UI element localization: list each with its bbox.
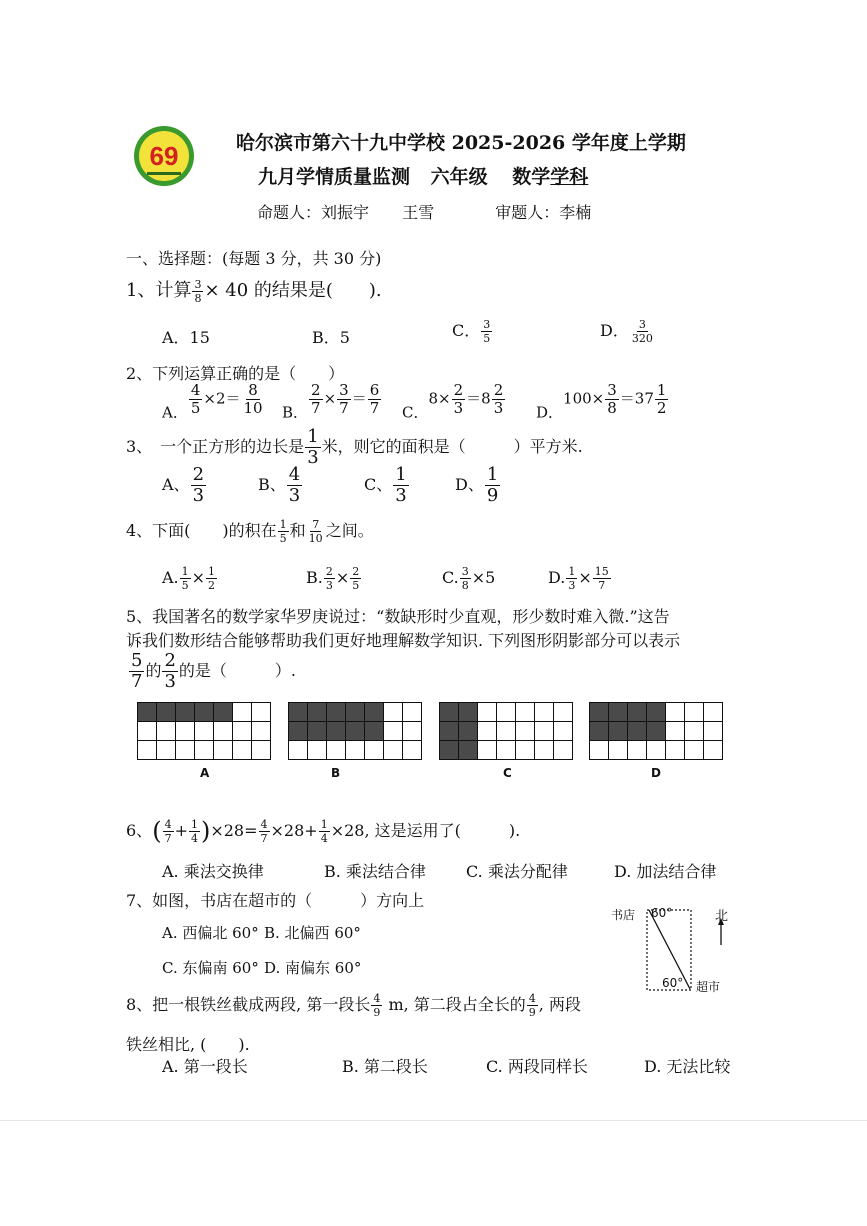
- q4-option-c[interactable]: C. $\frac{3}{8}$ ×5: [442, 565, 496, 592]
- q2-option-c[interactable]: C．8× $\frac{2}{3}$ ＝8 $\frac{2}{3}$: [402, 381, 504, 422]
- q6-option-b[interactable]: B. 乘法结合律: [324, 862, 426, 881]
- grid-cell: [365, 741, 384, 760]
- grid-cell: [233, 703, 252, 722]
- grid-cell-shaded: [308, 722, 327, 741]
- grid-cell: [214, 741, 233, 760]
- grid-cell: [308, 741, 327, 760]
- grid-cell-shaded: [214, 703, 233, 722]
- logo-number: 69: [149, 141, 179, 171]
- q1-option-a[interactable]: A．15: [162, 328, 210, 347]
- q7-fig-angle-top: 60°: [651, 906, 673, 920]
- page-divider: [0, 1120, 867, 1121]
- q6-option-a[interactable]: A. 乘法交换律: [162, 862, 264, 881]
- q2-option-d[interactable]: D．100× $\frac{3}{8}$ ＝37 $\frac{1}{2}$: [536, 381, 667, 422]
- q3-option-d[interactable]: D、 $\frac{1}{9}$: [455, 464, 499, 506]
- grid-cell: [233, 722, 252, 741]
- grid-cell: [554, 722, 573, 741]
- grid-cell: [666, 722, 685, 741]
- grid-cell: [138, 741, 157, 760]
- question-5-line3: $\frac{5}{7}$ 的 $\frac{2}{3}$ 的是（ ）.: [131, 650, 297, 692]
- grid-cell-shaded: [346, 722, 365, 741]
- exam-authors: 命题人：刘振宇 王雪 审题人：李楠: [257, 203, 592, 222]
- q6-option-c[interactable]: C. 乘法分配律: [466, 862, 568, 881]
- grid-cell-shaded: [628, 722, 647, 741]
- grid-cell: [666, 741, 685, 760]
- question-5-line2: 诉我们数形结合能够帮助我们更好地理解数学知识. 下列图形阴影部分可以表示: [126, 631, 681, 650]
- grid-cell: [535, 722, 554, 741]
- grid-cell-shaded: [609, 703, 628, 722]
- q7-fig-north-label: 北: [715, 909, 729, 924]
- question-8-line2: 铁丝相比, ( ).: [126, 1035, 250, 1054]
- q7-fig-shop-label: 书店: [611, 908, 636, 922]
- exam-subtitle: 九月学情质量监测 六年级 数学学科: [258, 166, 589, 188]
- grid-cell: [195, 722, 214, 741]
- grid-cell: [384, 722, 403, 741]
- grid-cell-shaded: [590, 722, 609, 741]
- exam-title: 哈尔滨市第六十九中学校 2025-2026 学年度上学期: [236, 132, 686, 154]
- grid-cell: [403, 741, 422, 760]
- q5-label-d: D: [651, 766, 661, 780]
- grid-cell: [647, 741, 666, 760]
- grid-cell: [157, 722, 176, 741]
- q8-option-d[interactable]: D. 无法比较: [644, 1057, 731, 1076]
- grid-cell: [685, 703, 704, 722]
- grid-cell: [478, 703, 497, 722]
- grid-cell: [478, 741, 497, 760]
- grid-cell: [497, 722, 516, 741]
- question-8-line1: 8、把一根铁丝截成两段, 第一段长 $\frac{4}{9}$ m, 第二段占全长的 $\frac{4}{9}$ , 两段: [126, 992, 581, 1019]
- grid-cell-shaded: [365, 703, 384, 722]
- grid-cell-shaded: [176, 703, 195, 722]
- grid-cell: [384, 741, 403, 760]
- q1-option-c[interactable]: C． $\frac{3}{5}$: [452, 318, 491, 345]
- question-3: 3、 一个正方形的边长是 $\frac{1}{3}$ 米，则它的面积是（ ）平方米.: [126, 426, 583, 468]
- grid-cell: [176, 741, 195, 760]
- grid-cell-shaded: [346, 703, 365, 722]
- q4-option-b[interactable]: B. $\frac{2}{3}$ × $\frac{2}{5}$: [306, 565, 360, 592]
- grid-cell-shaded: [459, 722, 478, 741]
- grid-cell: [327, 741, 346, 760]
- section-title: 一、选择题：(每题 3 分，共 30 分): [126, 249, 382, 268]
- grid-cell-shaded: [647, 722, 666, 741]
- q1-option-b[interactable]: B．5: [312, 328, 350, 347]
- grid-cell-shaded: [365, 722, 384, 741]
- grid-cell: [704, 722, 723, 741]
- question-1: 1、计算 $\frac{3}{8}$ × 40 的结果是( ).: [126, 277, 382, 305]
- question-5-line1: 5、我国著名的数学家华罗庚说过：“数缺形时少直观，形少数时难入微.”这告: [126, 607, 670, 626]
- q8-option-c[interactable]: C. 两段同样长: [486, 1057, 588, 1076]
- grid-cell: [666, 703, 685, 722]
- grid-cell: [704, 741, 723, 760]
- grid-cell: [195, 741, 214, 760]
- question-6: 6、( $\frac{4}{7}$ + $\frac{1}{4}$ )×28= $\frac{4}{7}$ ×28+ $\frac{1}{4}$ ×28, 这是运用了( ).: [126, 817, 521, 845]
- grid-cell-shaded: [289, 703, 308, 722]
- grid-cell: [252, 703, 271, 722]
- q4-option-d[interactable]: D. $\frac{1}{3}$ × $\frac{15}{7}$: [548, 565, 609, 592]
- q7-fig-angle-bottom: 60°: [662, 976, 684, 990]
- grid-cell: [403, 722, 422, 741]
- q5-label-c: C: [503, 766, 512, 780]
- question-2: 2、下列运算正确的是（ ）: [126, 364, 345, 383]
- grid-cell: [384, 703, 403, 722]
- grid-cell-shaded: [327, 722, 346, 741]
- grid-cell-shaded: [628, 703, 647, 722]
- grid-cell: [704, 703, 723, 722]
- q8-option-a[interactable]: A. 第一段长: [162, 1057, 248, 1076]
- grid-cell: [138, 722, 157, 741]
- grid-cell: [554, 703, 573, 722]
- grid-cell-shaded: [195, 703, 214, 722]
- grid-cell: [252, 741, 271, 760]
- question-4: 4、下面( )的积在 $\frac{1}{5}$ 和 $\frac{7}{10}$ 之间。: [126, 518, 374, 545]
- q4-option-a[interactable]: A. $\frac{1}{5}$ × $\frac{1}{2}$: [162, 565, 216, 592]
- q6-option-d[interactable]: D. 加法结合律: [614, 862, 717, 881]
- grid-cell: [346, 741, 365, 760]
- grid-cell-shaded: [440, 722, 459, 741]
- grid-cell: [478, 722, 497, 741]
- grid-cell: [289, 741, 308, 760]
- grid-cell: [590, 741, 609, 760]
- q5-figure-a[interactable]: [137, 702, 271, 760]
- q5-label-a: A: [200, 766, 210, 780]
- grid-cell-shaded: [308, 703, 327, 722]
- grid-cell: [516, 722, 535, 741]
- q5-figure-b[interactable]: [288, 702, 422, 760]
- q7-option-a[interactable]: A. 西偏北 60°: [162, 924, 259, 942]
- grid-cell: [497, 741, 516, 760]
- grid-cell: [252, 722, 271, 741]
- grid-cell-shaded: [157, 703, 176, 722]
- grid-cell: [685, 722, 704, 741]
- q3-option-c[interactable]: C、 $\frac{1}{3}$: [364, 464, 407, 506]
- grid-cell-shaded: [459, 741, 478, 760]
- grid-cell: [176, 722, 195, 741]
- grid-cell: [516, 703, 535, 722]
- grid-cell: [497, 703, 516, 722]
- q5-figure-d[interactable]: [589, 702, 723, 760]
- grid-cell: [157, 741, 176, 760]
- grid-cell-shaded: [138, 703, 157, 722]
- grid-cell: [535, 741, 554, 760]
- grid-cell: [403, 703, 422, 722]
- q7-fig-market-label: 超市: [696, 980, 721, 994]
- q2-option-b[interactable]: B． $\frac{2}{7}$ × $\frac{3}{7}$ ＝ $\frac{6}{7}$: [282, 381, 380, 422]
- grid-cell: [516, 741, 535, 760]
- school-logo: [133, 125, 195, 187]
- grid-cell-shaded: [609, 722, 628, 741]
- grid-cell-shaded: [647, 703, 666, 722]
- q5-label-b: B: [331, 766, 341, 780]
- grid-cell: [535, 703, 554, 722]
- q7-option-d[interactable]: D. 南偏东 60°: [264, 959, 362, 977]
- q7-option-b[interactable]: B. 北偏西 60°: [264, 924, 361, 942]
- q3-option-b[interactable]: B、 $\frac{4}{3}$: [258, 464, 301, 506]
- q5-figure-c[interactable]: [439, 702, 573, 760]
- q2-option-a[interactable]: A． $\frac{4}{5}$ ×2＝ $\frac{8}{10}$: [162, 381, 263, 422]
- grid-cell-shaded: [440, 703, 459, 722]
- grid-cell-shaded: [459, 703, 478, 722]
- q1-option-d[interactable]: D． $\frac{3}{320}$: [600, 318, 653, 345]
- grid-cell-shaded: [327, 703, 346, 722]
- question-7: 7、如图，书店在超市的（ ）方向上: [126, 891, 425, 910]
- grid-cell: [609, 741, 628, 760]
- grid-cell-shaded: [590, 703, 609, 722]
- grid-cell: [685, 741, 704, 760]
- q3-option-a[interactable]: A、 $\frac{2}{3}$: [162, 464, 205, 506]
- q7-option-c[interactable]: C. 东偏南 60°: [162, 959, 259, 977]
- grid-cell: [214, 722, 233, 741]
- grid-cell: [554, 741, 573, 760]
- grid-cell-shaded: [289, 722, 308, 741]
- grid-cell-shaded: [440, 741, 459, 760]
- grid-cell: [628, 741, 647, 760]
- q8-option-b[interactable]: B. 第二段长: [342, 1057, 428, 1076]
- grid-cell: [233, 741, 252, 760]
